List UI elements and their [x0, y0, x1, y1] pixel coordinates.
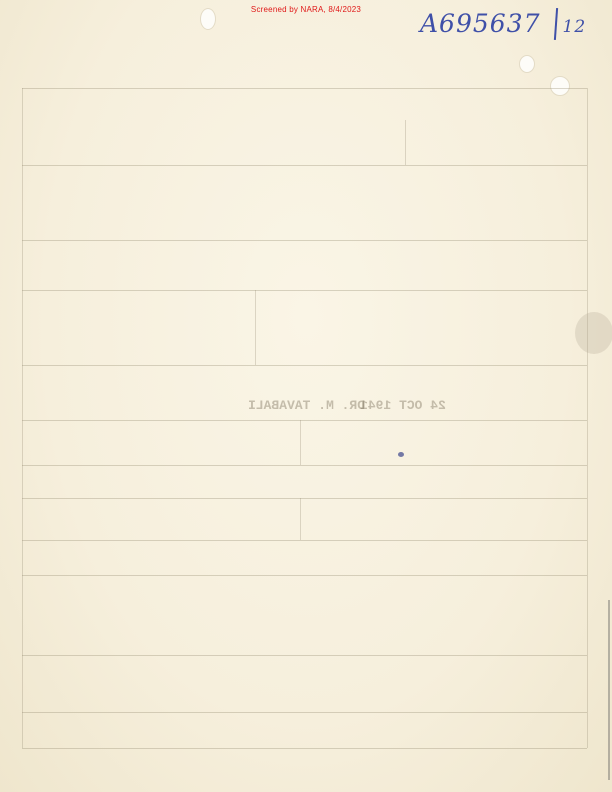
punch-hole-left [200, 8, 216, 30]
page-edge-shadow [608, 600, 610, 780]
divider-stroke [553, 8, 557, 40]
ghost-vrule [587, 88, 588, 748]
file-number: A695637 [420, 9, 541, 38]
paper-stain [575, 312, 612, 354]
ghost-rule [22, 498, 587, 499]
ghost-vrule [255, 290, 256, 365]
nara-screening-stamp: Screened by NARA, 8/4/2023 [250, 5, 362, 14]
ghost-rule [22, 540, 587, 541]
ghost-vrule [22, 88, 23, 748]
ghost-vrule [300, 420, 301, 465]
ghost-rule [22, 365, 587, 366]
ghost-rule [22, 465, 587, 466]
ghost-rule [22, 88, 587, 89]
ghost-vrule [405, 120, 406, 165]
punch-hole-center [519, 55, 535, 73]
punch-hole-right [550, 76, 570, 96]
page-number: 12 [562, 17, 587, 37]
ink-spot [398, 452, 404, 457]
ghost-rule [22, 290, 587, 291]
handwritten-file-number [420, 8, 586, 40]
ghost-rule [22, 575, 587, 576]
ghost-vrule [300, 498, 301, 540]
ghost-rule [22, 712, 587, 713]
bleed-through-name-stamp: DR. M. TAVABALI [248, 398, 366, 413]
ghost-rule [22, 240, 587, 241]
ghost-rule [22, 165, 587, 166]
ghost-rule [22, 655, 587, 656]
bleed-through-date-stamp: 24 OCT 1941 [360, 398, 446, 413]
ghost-rule [22, 748, 587, 749]
ghost-rule [22, 420, 587, 421]
